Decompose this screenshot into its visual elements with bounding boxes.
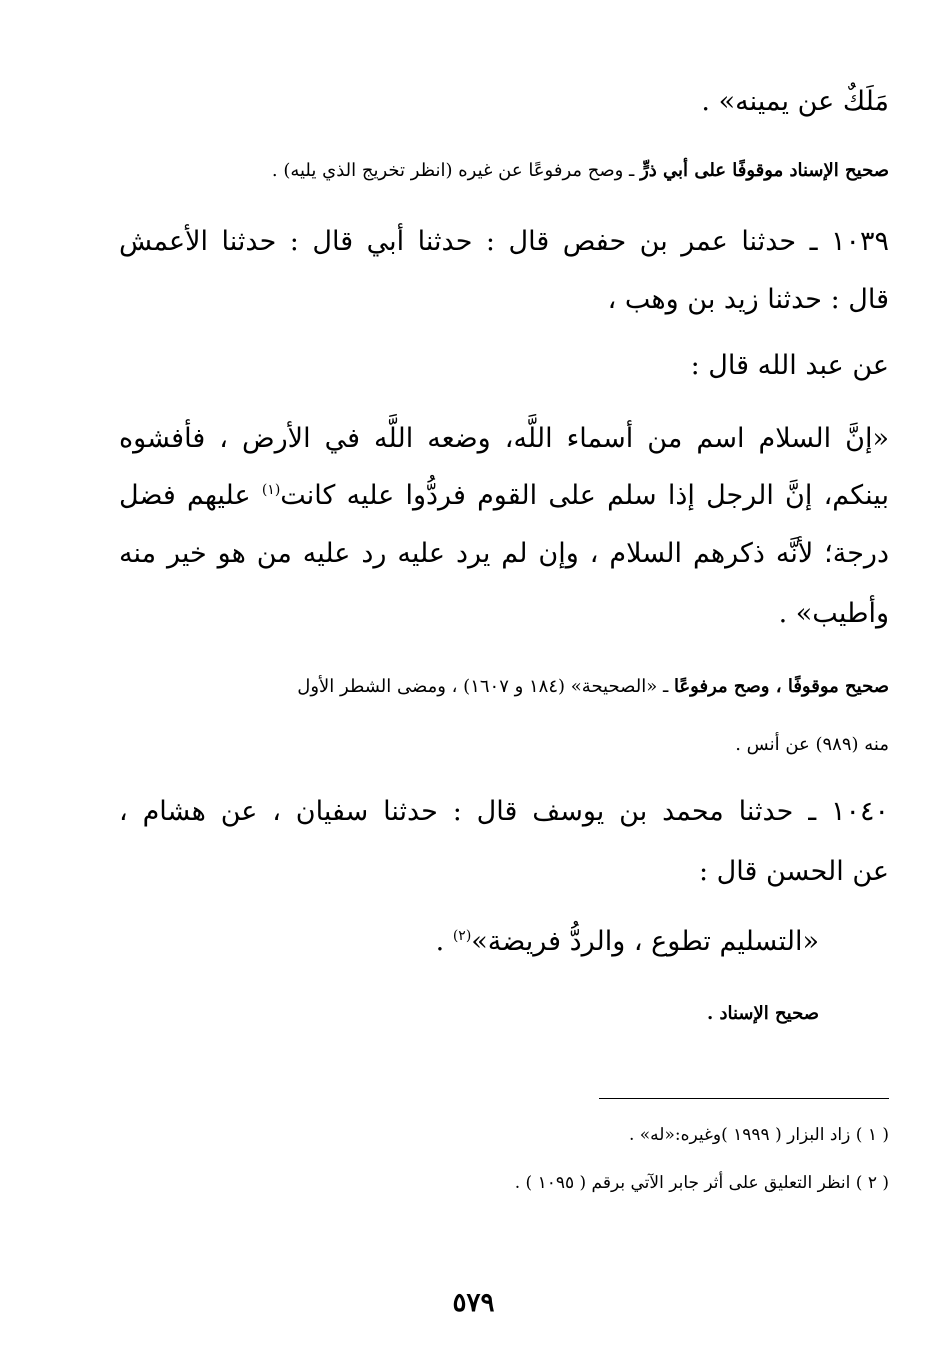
hadith-1039-line-6 <box>119 540 889 567</box>
grading-note-1 <box>119 162 889 180</box>
text-line-continuation <box>119 88 889 115</box>
line-text: عن عبد الله قال : <box>690 350 889 381</box>
line-text: ١٠٤٠ ـ حدثنا محمد بن يوسف قال : حدثنا سفيان ، عن هشام ، <box>119 796 889 827</box>
footnote-text: ( ١ ) زاد البزار ( ١٩٩٩ )وغيره:«له» . <box>628 1125 889 1145</box>
grading-note-3 <box>49 1005 819 1023</box>
hadith-1039-line-1 <box>119 228 889 255</box>
page-number: ٥٧٩ <box>452 1288 495 1318</box>
footnote-1 <box>119 1127 889 1144</box>
grading-bold: صحيح الإسناد موقوفًا على أبي ذرٍّ <box>640 160 889 181</box>
line-text: قال : حدثنا زيد بن وهب ، <box>607 284 889 315</box>
line-text: درجة؛ لأنَّه ذكرهم السلام ، وإن لم يرد عليه رد عليه من هو خير منه <box>119 538 889 569</box>
grading-rest: ـ «الصحيحة» (١٨٤ و ١٦٠٧) ، ومضى الشطر الأول <box>297 676 674 697</box>
hadith-1039-line-2 <box>119 286 889 313</box>
line-text: عليهم فضل <box>119 480 262 511</box>
grading-bold: صحيح الإسناد . <box>706 1003 819 1024</box>
footnote-marker-2[interactable]: (٢) <box>452 928 472 944</box>
line-text: منه (٩٨٩) عن أنس . <box>735 734 889 755</box>
line-text: عن الحسن قال : <box>698 856 889 887</box>
line-text: بينكم، إنَّ الرجل إذا سلم على القوم فردُّوا عليه كانت <box>280 480 889 511</box>
line-text: «إنَّ السلام اسم من أسماء اللَّه، وضعه اللَّه في الأرض ، فأفشوه <box>119 423 889 454</box>
footnote-2 <box>119 1175 889 1192</box>
grading-bold: صحيح موقوفًا ، وصح مرفوعًا <box>673 676 889 697</box>
hadith-1039-line-7 <box>119 600 889 627</box>
footnote-separator <box>599 1098 889 1099</box>
footnote-marker-1[interactable]: (١) <box>261 482 281 498</box>
footnote-text: ( ٢ ) انظر التعليق على أثر جابر الآتي برقم ( ١٠٩٥ ) . <box>514 1173 889 1193</box>
grading-note-2-line-2 <box>119 736 889 754</box>
hadith-1039-line-4 <box>119 425 889 452</box>
line-text: وأطيب» . <box>778 598 889 629</box>
line-text: «التسليم تطوع ، والردُّ فريضة» <box>471 926 819 957</box>
line-text: . <box>435 926 453 957</box>
hadith-1039-line-3 <box>119 352 889 379</box>
hadith-1040-line-1 <box>119 798 889 825</box>
line-text: ١٠٣٩ ـ حدثنا عمر بن حفص قال : حدثنا أبي قال : حدثنا الأعمش <box>119 226 889 257</box>
hadith-1040-line-3 <box>49 928 819 955</box>
line-text: مَلَكٌ عن يمينه» . <box>701 86 889 117</box>
grading-note-2 <box>119 678 889 696</box>
hadith-1039-line-5 <box>119 482 889 509</box>
hadith-1040-line-2 <box>119 858 889 885</box>
grading-rest: ـ وصح مرفوعًا عن غيره (انظر تخريج الذي يليه) . <box>271 160 641 181</box>
